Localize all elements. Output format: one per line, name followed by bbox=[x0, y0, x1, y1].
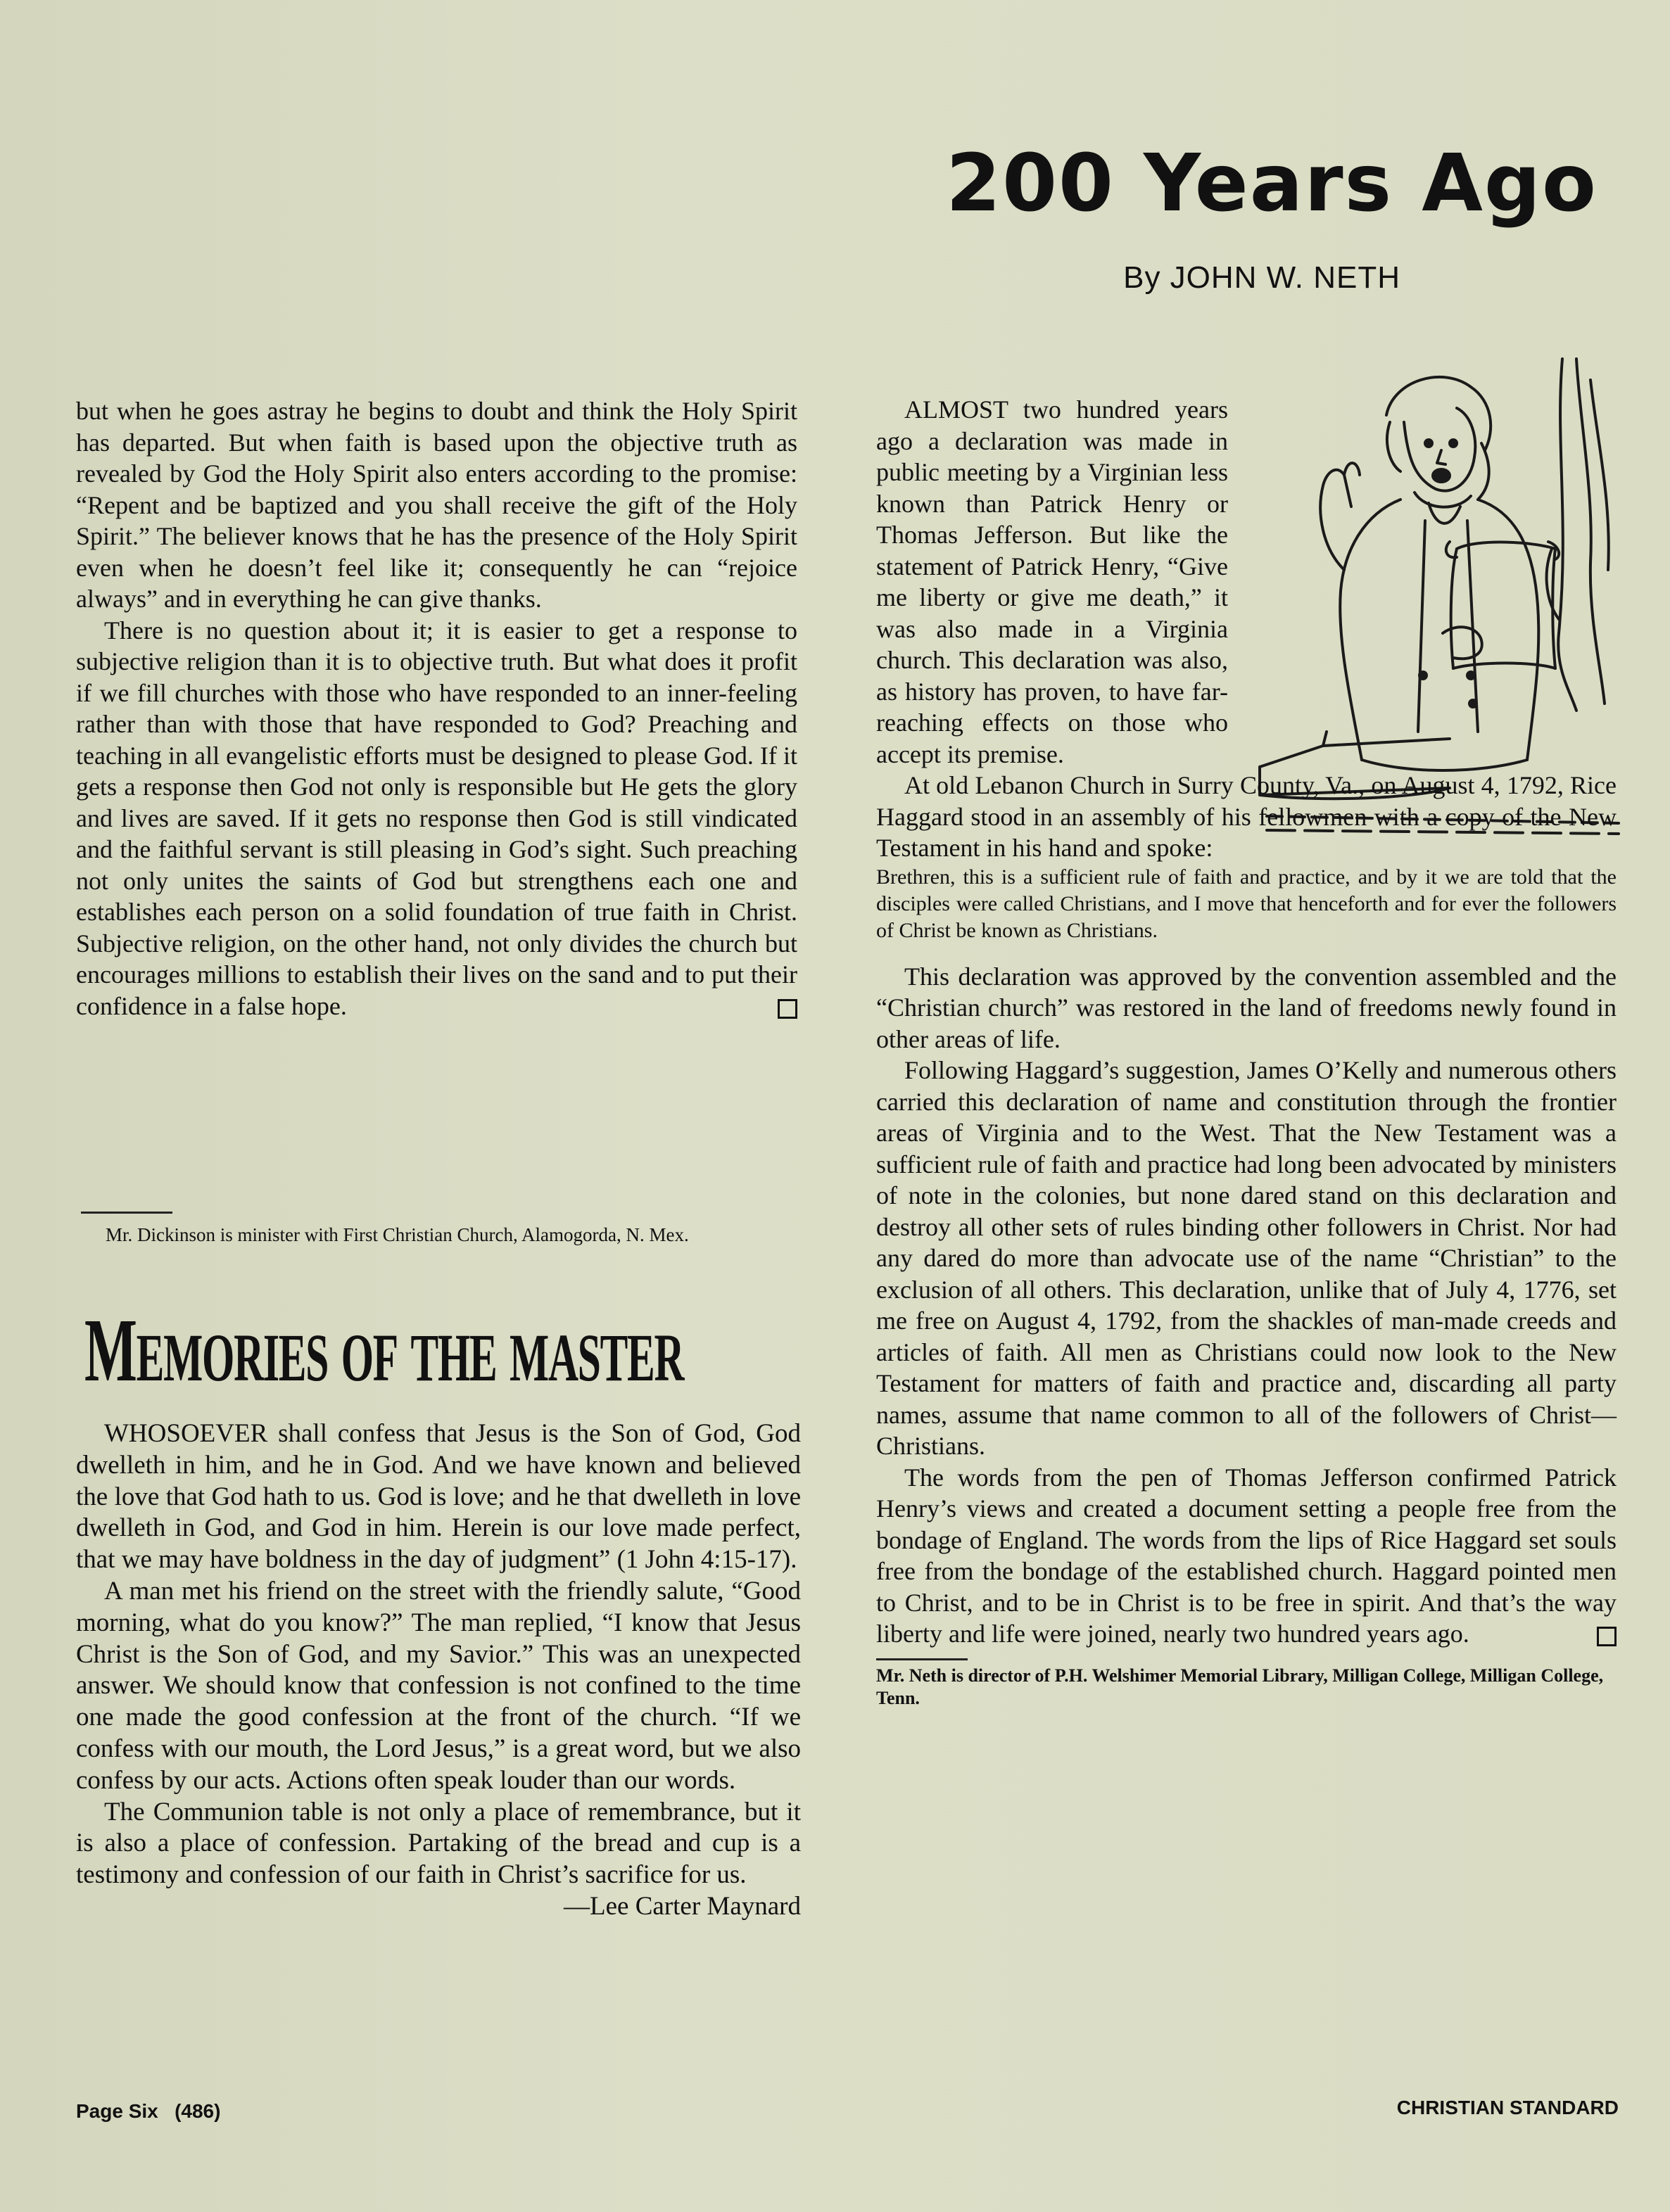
article-paragraph: ALMOST two hundred years ago a declaration was made in public meeting by a Virginian less known than Patrick Henry or Thomas Jefferson. But like the statement of Patrick Henry, “Give me liberty or give me death,” it was also made in a Virginia church. This declaration was also, as history has proven, to have far-reaching effects on those who accept its premise. bbox=[876, 395, 1228, 768]
memories-title-word: EMORIES bbox=[136, 1320, 329, 1395]
memories-title-cap: M bbox=[84, 1300, 137, 1400]
memories-attribution: —Lee Carter Maynard bbox=[564, 1891, 801, 1921]
memories-paragraph: WHOSOEVER shall confess that Jesus is the Son of God, God dwelleth in him, and he in God. And we have known and believed the love that God hath to us. God is love; and he that dwelleth in love dwelleth in God, and God in him. Herein is our love made perfect, that we may have boldness in the day of judgment” (1 John 4:15-17). bbox=[76, 1419, 801, 1575]
article-paragraph-text: The words from the pen of Thomas Jefferson confirmed Patrick Henry’s views and created a document setting a people free from the bondage of England. The words from the lips of Rice Haggard set souls free from the bondage of the established church. Haggard pointed men to Christ, and to be in Christ is to be free in spirit. And that’s the way liberty and life were joined, nearly two hundred years ago. bbox=[876, 1463, 1617, 1648]
memories-paragraph: A man met his friend on the street with the friendly salute, “Good morning, what do you know?” The man replied, “I know that Jesus Christ is the Son of God, and my Savior.” This was an unexpected answer. We should know that confession is not confined to the time one made the good confession at the front of the church. “If we confess with our mouth, the Lord Jesus,” is a great word, but we also confess by our acts. Actions often speak louder than our words. bbox=[76, 1576, 801, 1795]
memories-title bbox=[84, 1300, 684, 1400]
continued-paragraph-text: There is no question about it; it is easier to get a response to subjective religion than it is to objective truth. But what does it profit if we fill churches with those who have responded to an inner-feeling rather than with those that have responded to God? Preaching and teaching in all evangelistic efforts must be designed to please God. If it gets a response then God not only is responsible but He gets the glory and lives are saved. If it gets no response then God is still vindicated and the faithful servant is still pleasing in God’s sight. Such preaching not only unites the saints of God but strengthens each one and establishes each person on a solid foundation of true faith in Christ. Subjective religion, on the other hand, not only divides the church but encourages millions to establish their lives on the sand and to put their confidence in a false hope. bbox=[76, 616, 797, 1020]
footnote-divider bbox=[876, 1658, 968, 1660]
page-footer-left bbox=[76, 2100, 220, 2123]
magazine-name: CHRISTIAN STANDARD bbox=[1396, 2097, 1619, 2118]
article-author-note: Mr. Neth is director of P.H. Welshimer Memorial Library, Milligan College, Milligan College, Tenn. bbox=[876, 1665, 1604, 1708]
continued-author-note: Mr. Dickinson is minister with First Christian Church, Alamogorda, N. Mex. bbox=[106, 1224, 689, 1245]
article-paragraph: At old Lebanon Church in Surry County, Va., on August 4, 1792, Rice Haggard stood in an assembly of his fellowmen with a copy of the New Testament in his hand and spoke: bbox=[876, 771, 1617, 862]
continued-paragraph: but when he goes astray he begins to doubt and think the Holy Spirit has departed. But when faith is based upon the objective truth as revealed by God the Holy Spirit also enters according to the promise: “Repent and be baptized and you shall receive the gift of the Holy Spirit.” The believer knows that he has the presence of the Holy Spirit even when he doesn’t feel like it; consequently he can “rejoice always” and in everything he can give thanks. bbox=[76, 397, 797, 613]
memories-paragraph: The Communion table is not only a place of remembrance, but it is also a place of confession. Partaking of the bread and cup is a testimony and confession of our faith in Christ’s sacrifice for us. bbox=[76, 1797, 801, 1890]
memories-title-word: MASTER bbox=[510, 1320, 684, 1395]
end-mark-icon bbox=[778, 999, 797, 1019]
quote-spacer bbox=[876, 944, 1617, 961]
continued-paragraph bbox=[76, 615, 797, 1022]
article-title: 200 Years Ago bbox=[946, 138, 1598, 229]
page-label: Page Six bbox=[76, 2100, 158, 2122]
article-paragraph: This declaration was approved by the convention assembled and the “Christian church” was restored in the land of freedoms newly found in other areas of life. bbox=[876, 962, 1617, 1053]
article-paragraph bbox=[876, 1462, 1617, 1650]
memories-body bbox=[76, 1418, 801, 1923]
page-number: (486) bbox=[175, 2100, 221, 2122]
end-mark-icon bbox=[1597, 1627, 1617, 1646]
memories-title-word: OF bbox=[341, 1320, 398, 1395]
footnote-divider bbox=[81, 1212, 172, 1214]
article-quote: Brethren, this is a sufficient rule of faith and practice, and by it we are told that the disciples were called Christians, and I move that henceforth and for ever the followers of Christ be known as Christians. bbox=[876, 865, 1617, 942]
main-article bbox=[876, 394, 1617, 1710]
article-paragraph: Following Haggard’s suggestion, James O’Kelly and numerous others carried this declaration of name and constitution through the frontier areas of Virginia and to the West. That the New Testament was a sufficient rule of faith and practice had long been advocated by ministers of note in the colonies, but none dared stand on this declaration and destroy all other sets of rules binding other followers in Christ. Nor had any dared do more than advocate use of the name “Christian” to the exclusion of all others. This declaration, unlike that of July 4, 1776, set me free on August 4, 1792, from the shackles of man-made creeds and articles of faith. All men as Christians could now look to the New Testament for matters of faith and practice and, discarding all party names, assume that name common to all of the followers of Christ—Christians. bbox=[876, 1056, 1617, 1460]
memories-title-word: THE bbox=[410, 1320, 497, 1395]
article-byline: By JOHN W. NETH bbox=[1123, 260, 1400, 295]
continued-article bbox=[76, 395, 797, 1022]
